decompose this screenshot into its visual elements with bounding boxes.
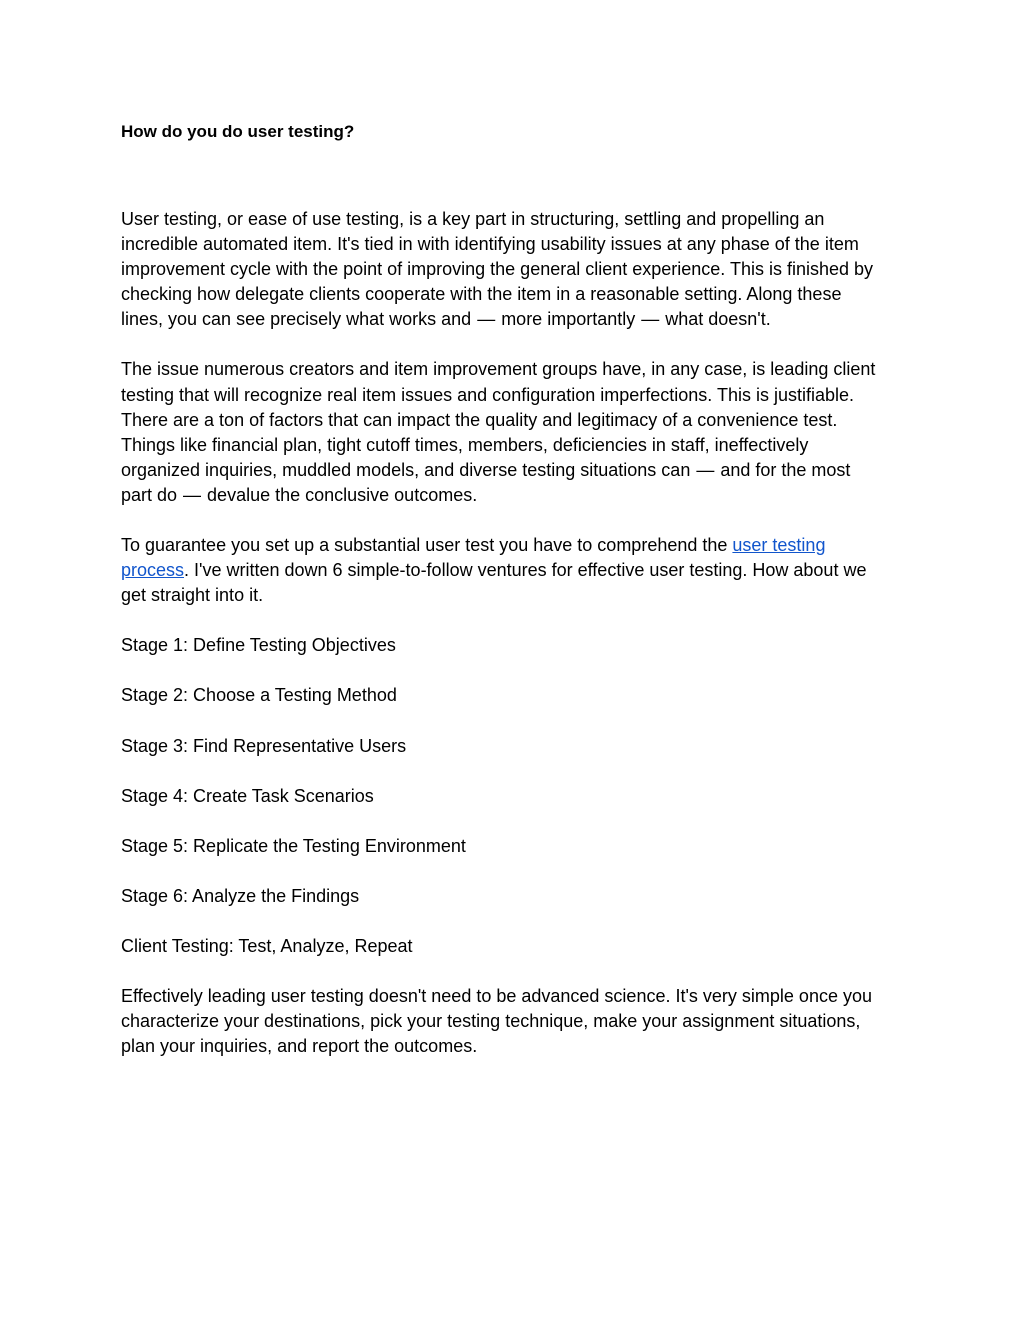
- document-title: How do you do user testing?: [121, 122, 355, 141]
- em-dash: —: [477, 309, 496, 330]
- em-dash: —: [696, 459, 715, 480]
- stage-5: Stage 5: Replicate the Testing Environment: [121, 835, 466, 856]
- process-link[interactable]: process: [121, 560, 185, 581]
- em-dash: —: [183, 484, 202, 505]
- stage-3: Stage 3: Find Representative Users: [121, 735, 407, 756]
- stage-6: Stage 6: Analyze the Findings: [121, 885, 360, 906]
- guarantee-paragraph: To guarantee you set up a substantial user test you have to comprehend the user testing process. I've written down 6 simple-to-follow ventures for effective user testing. How about we get straight into it.: [121, 535, 867, 606]
- conclusion-paragraph: Effectively leading user testing doesn't need to be advanced science. It's very simple once you characterize your destinations, pick your testing technique, make your assignment situations, plan your inquiries, and report the outcomes.: [121, 985, 872, 1057]
- user-testing-link[interactable]: user testing: [732, 535, 826, 556]
- issues-paragraph: The issue numerous creators and item improvement groups have, in any case, is leading client testing that will recognize real item issues and configuration imperfections. This is justifiable. There are a ton of factors that can impact the quality and legitimacy of a convenience test. Things like financial plan, tight cutoff times, members, deficiencies in staff, ineffectively organized inquiries, muddled models, and diverse testing situations can — and for the most part do — devalue the conclusive outcomes.: [121, 359, 876, 505]
- stage-1: Stage 1: Define Testing Objectives: [121, 635, 396, 656]
- client-testing-heading: Client Testing: Test, Analyze, Repeat: [121, 935, 413, 956]
- stage-4: Stage 4: Create Task Scenarios: [121, 785, 374, 806]
- stage-2: Stage 2: Choose a Testing Method: [121, 685, 397, 706]
- document-page: [121, 119, 901, 1059]
- intro-paragraph: User testing, or ease of use testing, is a key part in structuring, settling and propelling an incredible automated item. It's tied in with identifying usability issues at any phase of the item improvement cycle with the point of improving the general client experience. This is finished by checking how delegate clients cooperate with the item in a reasonable setting. Along these lines, you can see precisely what works and — more importantly — what doesn't.: [121, 209, 874, 330]
- em-dash: —: [641, 309, 660, 330]
